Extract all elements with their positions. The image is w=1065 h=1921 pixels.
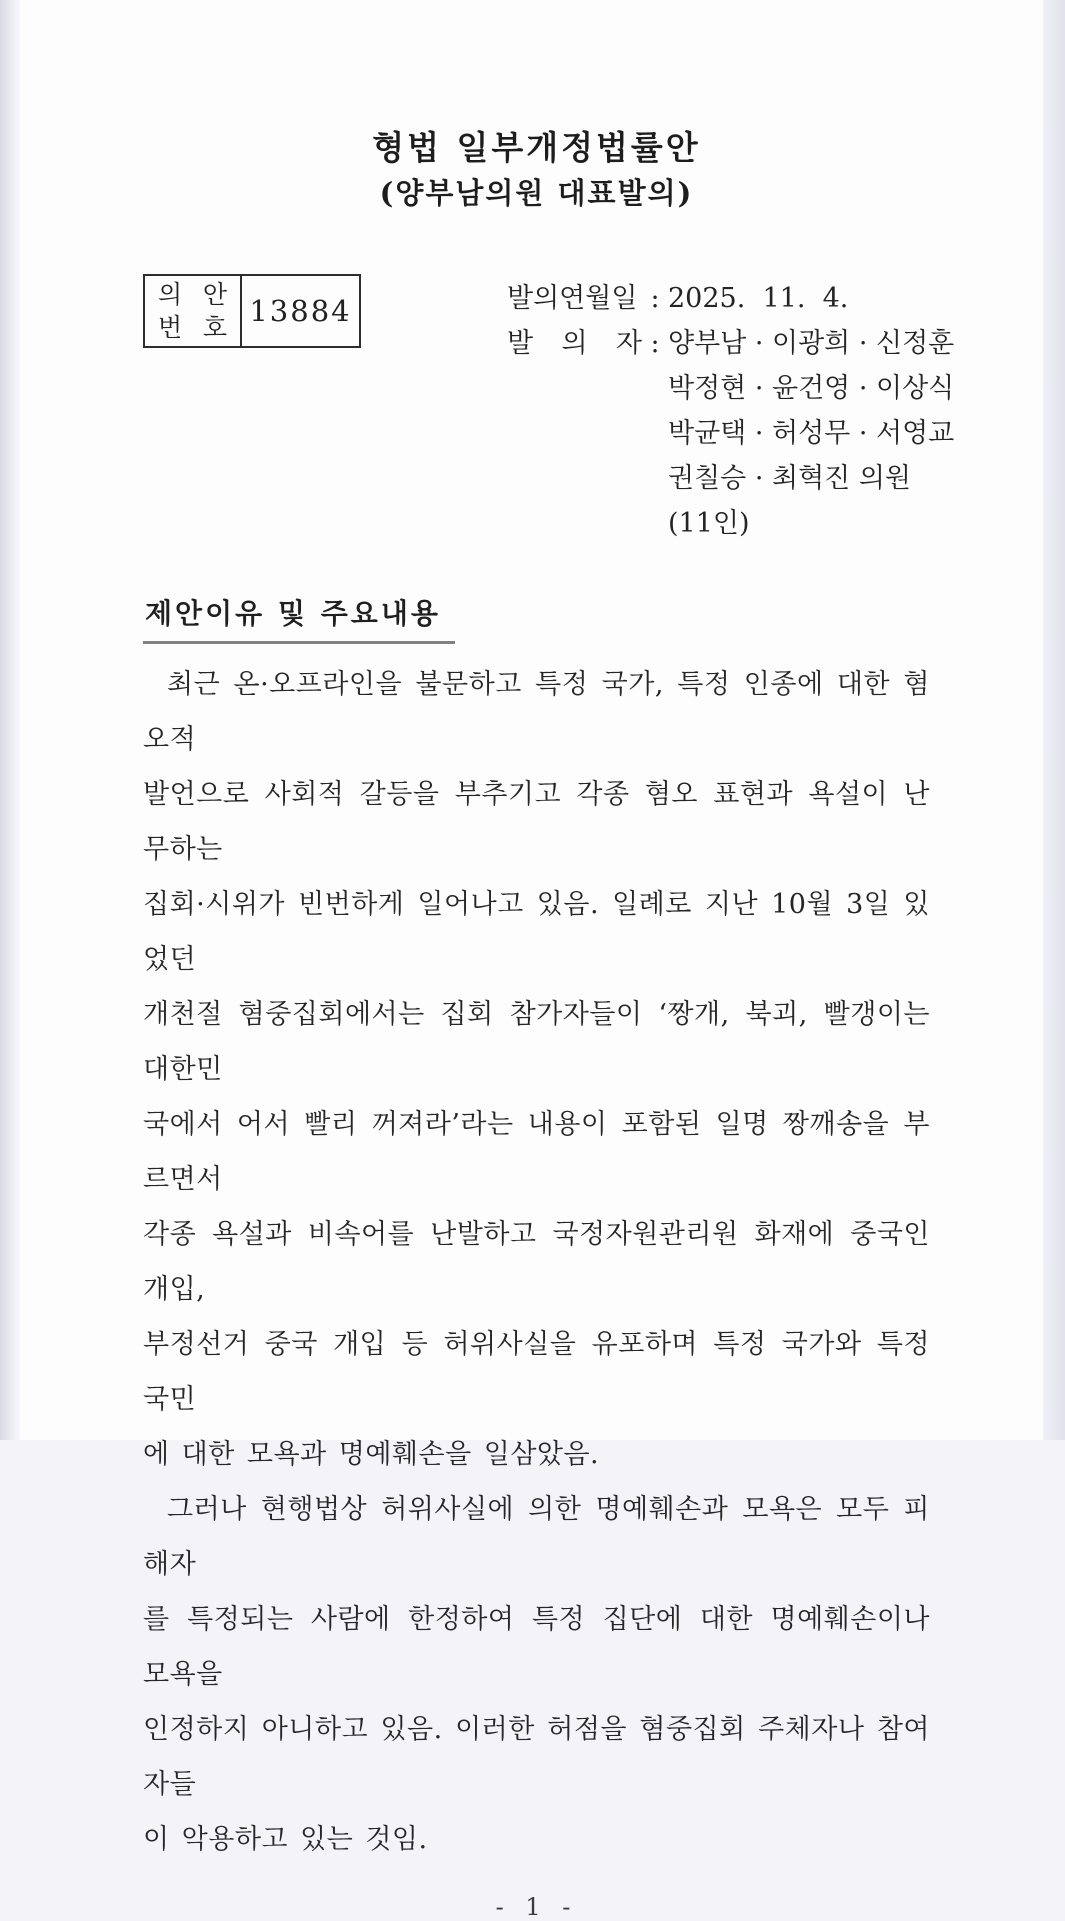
proposers-label: 발 의 자	[507, 328, 642, 359]
bill-number-box	[143, 274, 361, 348]
bill-number-label-line2: 번 호	[158, 313, 227, 342]
bill-header-row	[143, 274, 955, 546]
section-heading: 제안이유 및 주요내용	[143, 592, 455, 644]
proposers-row	[507, 321, 954, 366]
proposers-count: (11인)	[668, 508, 750, 539]
scan-edge-right	[1043, 0, 1065, 1440]
proposal-date-value: 2025. 11. 4.	[668, 283, 849, 314]
paragraph-line: 개천절 혐중집회에서는 집회 참가자들이 ‘짱개, 북괴, 빨갱이는 대한민	[143, 999, 930, 1085]
proposers-colon: :	[650, 328, 660, 359]
paragraph-line: 최근 온·오프라인을 불문하고 특정 국가, 특정 인종에 대한 혐오적	[143, 669, 930, 755]
bill-number-label	[145, 276, 242, 346]
proposal-date-row	[507, 276, 954, 321]
body-paragraph-2	[143, 1482, 930, 1867]
paragraph-line: 에 대한 모욕과 명예훼손을 일삼았음.	[143, 1439, 600, 1470]
paragraph-line: 각종 욕설과 비속어를 난발하고 국정자원관리원 화재에 중국인 개입,	[143, 1219, 930, 1305]
scan-edge-left	[0, 0, 20, 1440]
paragraph-line: 발언으로 사회적 갈등을 부추기고 각종 혐오 표현과 욕설이 난무하는	[143, 779, 930, 865]
body-paragraph-1	[143, 657, 930, 1482]
proposal-date-label: 발의연월일	[507, 283, 638, 314]
body-text	[143, 657, 930, 1867]
proposers-line-2: 박정현 · 윤건영 · 이상식	[668, 373, 955, 404]
proposal-info	[507, 274, 954, 546]
proposal-date-colon: :	[650, 283, 660, 314]
proposers-line-3: 박균택 · 허성무 · 서영교	[668, 418, 955, 449]
page-number: - 1 -	[495, 1893, 578, 1921]
bill-number-label-line1: 의 안	[158, 280, 227, 309]
paragraph-line: 국에서 어서 빨리 꺼져라’라는 내용이 포함된 일명 짱깨송을 부르면서	[143, 1109, 930, 1195]
title-block	[143, 126, 930, 216]
proposers-line-4: 권칠승 · 최혁진 의원	[668, 463, 911, 494]
bill-number-value: 13884	[249, 294, 352, 328]
doc-title: 형법 일부개정법률안	[372, 128, 701, 167]
paragraph-line: 집회·시위가 빈번하게 일어나고 있음. 일례로 지난 10월 3일 있었던	[143, 889, 930, 975]
doc-subtitle: (양부남의원 대표발의)	[379, 176, 694, 210]
section-heading-wrap	[143, 592, 930, 644]
paragraph-line: 인정하지 아니하고 있음. 이러한 허점을 혐중집회 주체자나 참여자들	[143, 1714, 930, 1800]
paragraph-line: 그러나 현행법상 허위사실에 의한 명예훼손과 모욕은 모두 피해자	[143, 1494, 930, 1580]
document-page	[20, 0, 1043, 1921]
paragraph-line: 부정선거 중국 개입 등 허위사실을 유포하며 특정 국가와 특정 국민	[143, 1329, 930, 1415]
paragraph-line: 이 악용하고 있는 것임.	[143, 1824, 428, 1855]
proposers-line-1: 양부남 · 이광희 · 신정훈	[668, 328, 955, 359]
paragraph-line: 를 특정되는 사람에 한정하여 특정 집단에 대한 명예훼손이나 모욕을	[143, 1604, 930, 1690]
